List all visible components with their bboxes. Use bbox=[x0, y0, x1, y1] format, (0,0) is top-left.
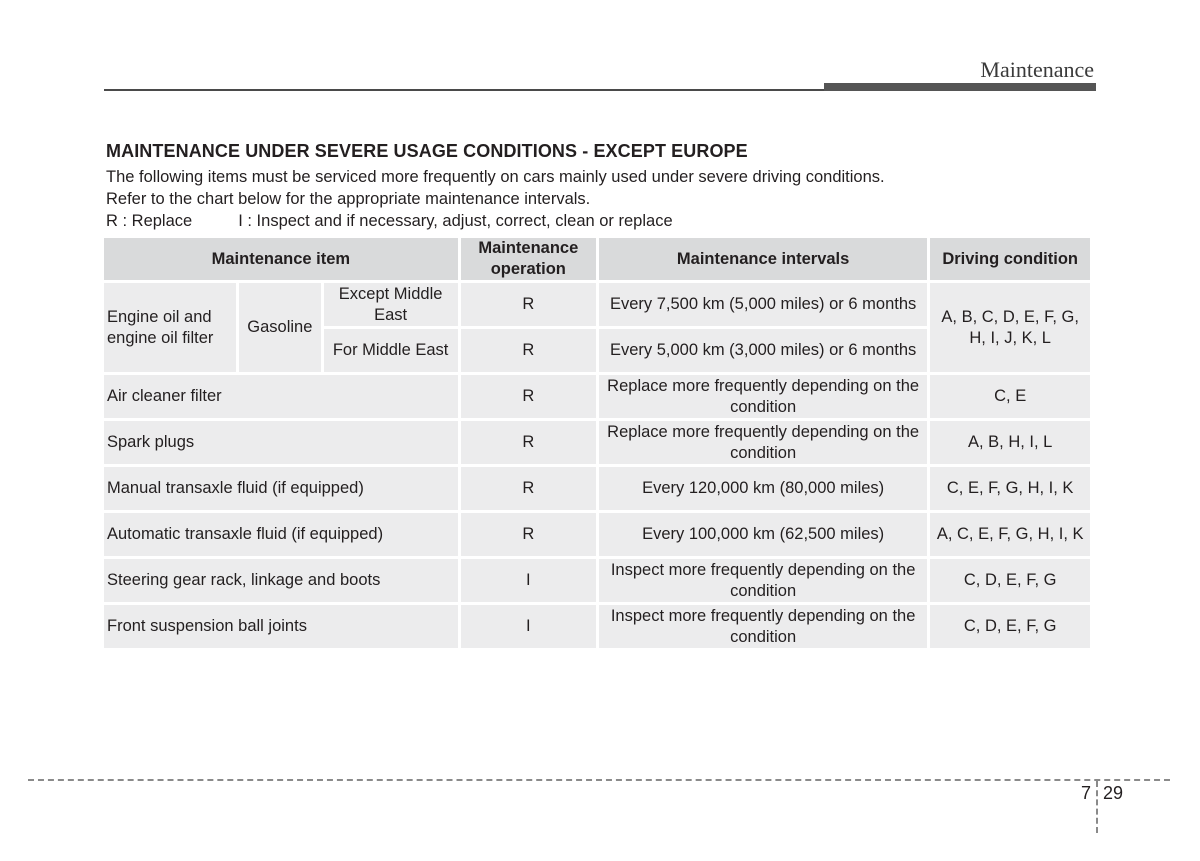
operation-cell: R bbox=[461, 513, 596, 556]
condition-cell: A, C, E, F, G, H, I, K bbox=[930, 513, 1090, 556]
section-title: Maintenance bbox=[980, 57, 1094, 82]
interval-cell: Every 5,000 km (3,000 miles) or 6 months bbox=[599, 329, 927, 372]
table-row bbox=[104, 559, 1090, 602]
intro-line-1: The following items must be serviced more frequently on cars mainly used under severe driving conditions. bbox=[106, 168, 885, 186]
condition-cell: A, B, C, D, E, F, G, H, I, J, K, L bbox=[930, 283, 1090, 372]
page-number-separator bbox=[1096, 781, 1098, 833]
header-maintenance-item: Maintenance item bbox=[104, 238, 458, 280]
table-header-row bbox=[104, 238, 1090, 280]
operation-cell: R bbox=[461, 467, 596, 510]
item-cell: Front suspension ball joints bbox=[104, 605, 458, 648]
item-cell: Steering gear rack, linkage and boots bbox=[104, 559, 458, 602]
page-number: 29 bbox=[1103, 783, 1124, 803]
condition-cell: A, B, H, I, L bbox=[930, 421, 1090, 464]
fuel-cell: Gasoline bbox=[239, 283, 320, 372]
header-rule-accent bbox=[824, 83, 1096, 91]
page-heading: MAINTENANCE UNDER SEVERE USAGE CONDITIONS - EXCEPT EUROPE bbox=[106, 141, 748, 161]
condition-cell: C, D, E, F, G bbox=[930, 559, 1090, 602]
operation-cell: R bbox=[461, 421, 596, 464]
item-cell: Engine oil and engine oil filter bbox=[104, 283, 236, 372]
table-row bbox=[104, 421, 1090, 464]
region-cell: For Middle East bbox=[324, 329, 458, 372]
intro-text bbox=[106, 166, 885, 232]
condition-cell: C, D, E, F, G bbox=[930, 605, 1090, 648]
interval-cell: Inspect more frequently depending on the condition bbox=[599, 559, 927, 602]
chapter-number: 7 bbox=[1081, 783, 1092, 803]
operation-cell: I bbox=[461, 605, 596, 648]
operation-cell: R bbox=[461, 329, 596, 372]
legend-replace: R : Replace bbox=[106, 212, 193, 230]
region-cell: Except Middle East bbox=[324, 283, 458, 326]
item-cell: Air cleaner filter bbox=[104, 375, 458, 418]
header-maintenance-intervals: Maintenance intervals bbox=[599, 238, 927, 280]
interval-cell: Every 7,500 km (5,000 miles) or 6 months bbox=[599, 283, 927, 326]
maintenance-table bbox=[101, 235, 1093, 651]
intro-line-2: Refer to the chart below for the appropriate maintenance intervals. bbox=[106, 190, 591, 208]
interval-cell: Replace more frequently depending on the condition bbox=[599, 375, 927, 418]
table-row bbox=[104, 283, 1090, 326]
table-row bbox=[104, 375, 1090, 418]
operation-cell: R bbox=[461, 375, 596, 418]
header-rule bbox=[104, 89, 824, 91]
header-maintenance-operation: Maintenance operation bbox=[461, 238, 596, 280]
interval-cell: Every 100,000 km (62,500 miles) bbox=[599, 513, 927, 556]
item-cell: Manual transaxle fluid (if equipped) bbox=[104, 467, 458, 510]
legend-inspect: I : Inspect and if necessary, adjust, correct, clean or replace bbox=[238, 212, 673, 230]
operation-cell: R bbox=[461, 283, 596, 326]
table-row bbox=[104, 605, 1090, 648]
interval-cell: Inspect more frequently depending on the condition bbox=[599, 605, 927, 648]
interval-cell: Every 120,000 km (80,000 miles) bbox=[599, 467, 927, 510]
item-cell: Automatic transaxle fluid (if equipped) bbox=[104, 513, 458, 556]
condition-cell: C, E, F, G, H, I, K bbox=[930, 467, 1090, 510]
interval-cell: Replace more frequently depending on the condition bbox=[599, 421, 927, 464]
item-cell: Spark plugs bbox=[104, 421, 458, 464]
table-row bbox=[104, 467, 1090, 510]
table-row bbox=[104, 513, 1090, 556]
condition-cell: C, E bbox=[930, 375, 1090, 418]
footer-rule bbox=[28, 779, 1170, 781]
operation-cell: I bbox=[461, 559, 596, 602]
legend-line bbox=[106, 210, 885, 232]
header-driving-condition: Driving condition bbox=[930, 238, 1090, 280]
